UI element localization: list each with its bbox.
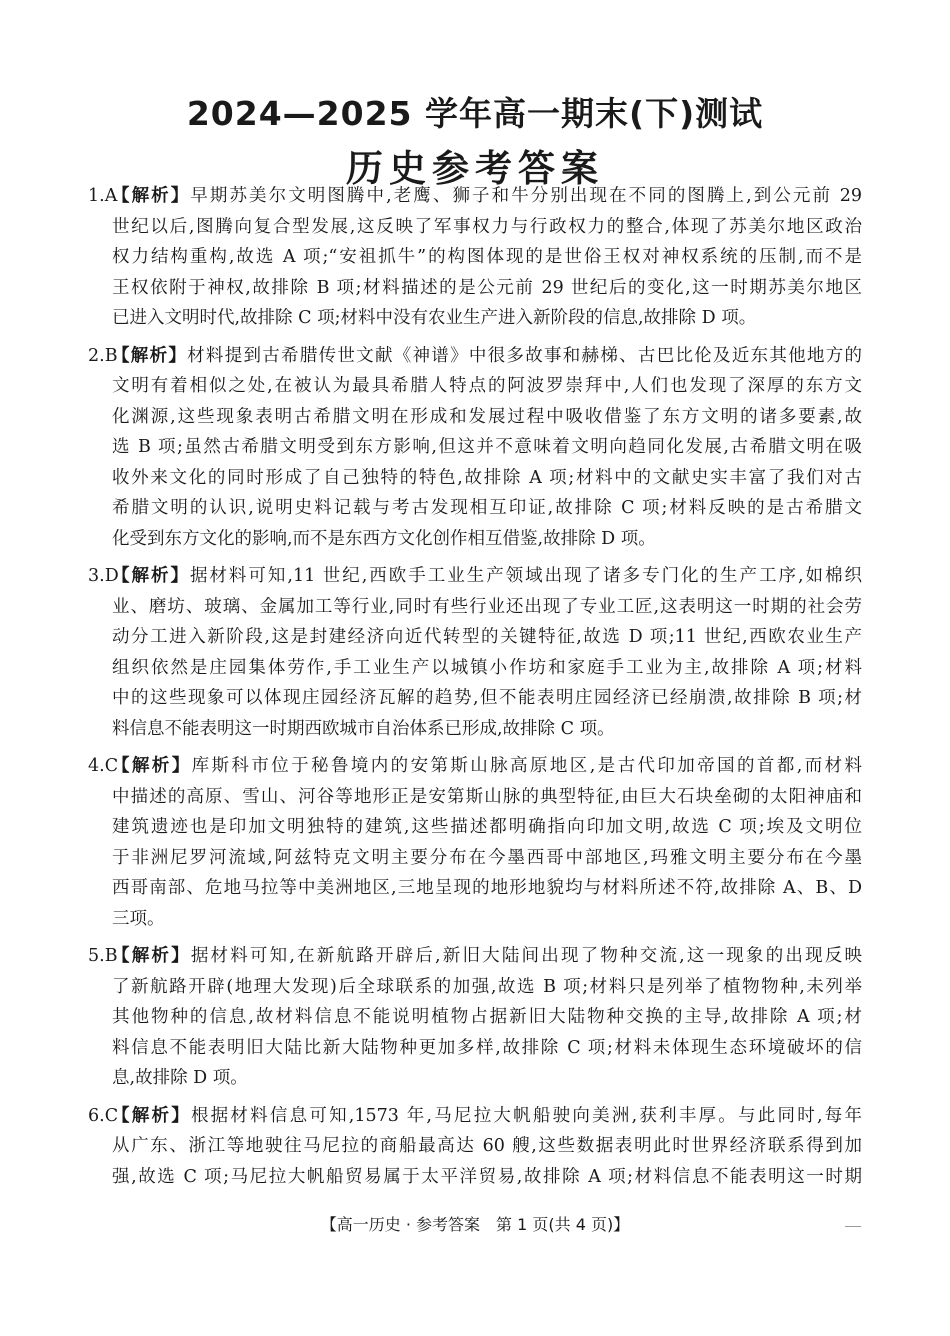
answer-text-line — [112, 341, 862, 372]
answer-text-line: 了新航路开辟(地理大发现)后全球联系的加强,故选 B 项;材料只是列举了植物物种,未列举 — [112, 976, 862, 997]
analysis-tag: 【解析】 — [112, 946, 191, 966]
answer-text-line: 从广东、浙江等地驶往马尼拉的商船最高达 60 艘,这些数据表明此时世界经济联系得到加 — [112, 1136, 862, 1156]
answer-text-line — [112, 751, 862, 782]
answer-text-line: 西哥南部、危地马拉等中美洲地区,三地呈现的地形地貌均与材料所述不符,故排除 A、B、D — [112, 878, 862, 898]
answer-text: 根据材料信息可知,1573 年,马尼拉大帆船驶向美洲,获利丰厚。与此同时,每年 — [190, 1105, 862, 1126]
answer-text-line — [112, 181, 862, 212]
analysis-tag: 【解析】 — [112, 345, 188, 366]
answer-number: 2.B — [88, 345, 118, 366]
document-title: 2024—2025 学年高一期末(下)测试 — [186, 94, 764, 133]
answer-text: 据材料可知,在新航路开辟后,新旧大陆间出现了物种交流,这一现象的出现反映 — [190, 946, 862, 966]
answer-text-line: 三项。 — [112, 908, 165, 929]
analysis-tag: 【解析】 — [112, 1105, 191, 1126]
analysis-tag: 【解析】 — [112, 186, 191, 206]
answer-item — [0, 1101, 950, 1193]
document-subtitle: 历史参考答案 — [346, 147, 604, 190]
answer-item — [0, 561, 950, 744]
answer-item — [0, 751, 950, 934]
answer-text-line: 动分工进入新阶段,这是封建经济向近代转型的关键特征,故选 D 项;11 世纪,西欧农业生产 — [112, 627, 862, 647]
answer-item — [0, 181, 950, 334]
answer-number: 1.A — [88, 186, 118, 206]
answer-text-line: 王权依附于神权,故排除 B 项;材料描述的是公元前 29 世纪后的变化,这一时期苏美尔地区 — [112, 277, 862, 298]
answer-text-line: 化受到东方文化的影响,而不是东西方文化创作相互借鉴,故排除 D 项。 — [112, 528, 656, 549]
answer-text-line: 息,故排除 D 项。 — [112, 1068, 248, 1088]
answer-text: 早期苏美尔文明图腾中,老鹰、狮子和牛分别出现在不同的图腾上,到公元前 29 — [190, 186, 862, 206]
answer-number: 4.C — [88, 756, 119, 776]
answer-number: 3.D — [88, 566, 119, 586]
answer-item — [0, 341, 950, 555]
answer-text: 据材料可知,11 世纪,西欧手工业生产领域出现了诸多专门化的生产工序,如棉织 — [189, 566, 862, 586]
answer-text-line — [112, 1101, 862, 1132]
answer-text-line: 组织依然是庄园集体劳作,手工业生产以城镇小作坊和家庭手工业为主,故排除 A 项;材料 — [112, 657, 862, 678]
answer-text-line: 收外来文化的同时形成了自己独特的特色,故排除 A 项;材料中的文献史实丰富了我们对古 — [112, 467, 862, 488]
analysis-tag: 【解析】 — [112, 566, 190, 586]
answer-text-line: 料信息不能表明这一时期西欧城市自治体系已形成,故排除 C 项。 — [112, 718, 615, 739]
answer-text-line: 其他物种的信息,故材料信息不能说明植物占据新旧大陆物种交换的主导,故排除 A 项;材 — [112, 1007, 862, 1027]
answer-item — [0, 941, 950, 1094]
answer-text-line: 世纪以后,图腾向复合型发展,这反映了军事权力与行政权力的整合,体现了苏美尔地区政治 — [112, 216, 862, 237]
answer-number: 5.B — [88, 946, 118, 966]
answer-text-line: 强,故选 C 项;马尼拉大帆船贸易属于太平洋贸易,故排除 A 项;材料信息不能表明这一时期 — [112, 1166, 862, 1187]
answer-text-line: 已进入文明时代,故排除 C 项;材料中没有农业生产进入新阶段的信息,故排除 D 项。 — [112, 308, 757, 328]
answer-text-line: 中描述的高原、雪山、河谷等地形正是安第斯山脉的典型特征,由巨大石块垒砌的太阳神庙和 — [112, 786, 862, 807]
answer-text: 材料提到古希腊传世文献《神谱》中很多故事和赫梯、古巴比伦及近东其他地方的 — [187, 345, 862, 366]
answer-text-line: 权力结构重构,故选 A 项;“安祖抓牛”的构图体现的是世俗王权对神权系统的压制,而不是 — [112, 247, 862, 267]
answer-text-line: 化渊源,这些现象表明古希腊文明在形成和发展过程中吸收借鉴了东方文明的诸多要素,故 — [112, 406, 862, 427]
corner-mark — [845, 1226, 861, 1227]
answer-text-line — [112, 561, 862, 592]
answer-text-line — [112, 941, 862, 972]
page-footer: 【高一历史 · 参考答案 第 1 页(共 4 页)】 — [320, 1215, 630, 1234]
answer-text-line: 于非洲尼罗河流域,阿兹特克文明主要分布在今墨西哥中部地区,玛雅文明主要分布在今墨 — [112, 847, 862, 868]
answer-list — [0, 181, 950, 1199]
answer-text-line: 业、磨坊、玻璃、金属加工等行业,同时有些行业还出现了专业工匠,这表明这一时期的社会劳 — [112, 596, 862, 617]
answer-text-line: 建筑遗迹也是印加文明独特的建筑,这些描述都明确指向印加文明,故选 C 项;埃及文明位 — [112, 817, 862, 837]
analysis-tag: 【解析】 — [112, 756, 192, 776]
answer-text-line: 选 B 项;虽然古希腊文明受到东方影响,但这并不意味着文明向趋同化发展,古希腊文明在吸 — [112, 437, 862, 457]
answer-number: 6.C — [88, 1105, 119, 1126]
answer-text: 库斯科市位于秘鲁境内的安第斯山脉高原地区,是古代印加帝国的首都,而材料 — [191, 756, 862, 776]
answer-text-line: 文明有着相似之处,在被认为最具希腊人特点的阿波罗崇拜中,人们也发现了深厚的东方文 — [112, 376, 862, 396]
answer-text-line: 料信息不能表明旧大陆比新大陆物种更加多样,故排除 C 项;材料未体现生态环境破坏的信 — [112, 1037, 862, 1058]
answer-text-line: 中的这些现象可以体现庄园经济瓦解的趋势,但不能表明庄园经济已经崩溃,故排除 B 项;材 — [112, 688, 862, 708]
answer-text-line: 希腊文明的认识,说明史料记载与考古发现相互印证,故排除 C 项;材料反映的是古希腊文 — [112, 498, 862, 518]
